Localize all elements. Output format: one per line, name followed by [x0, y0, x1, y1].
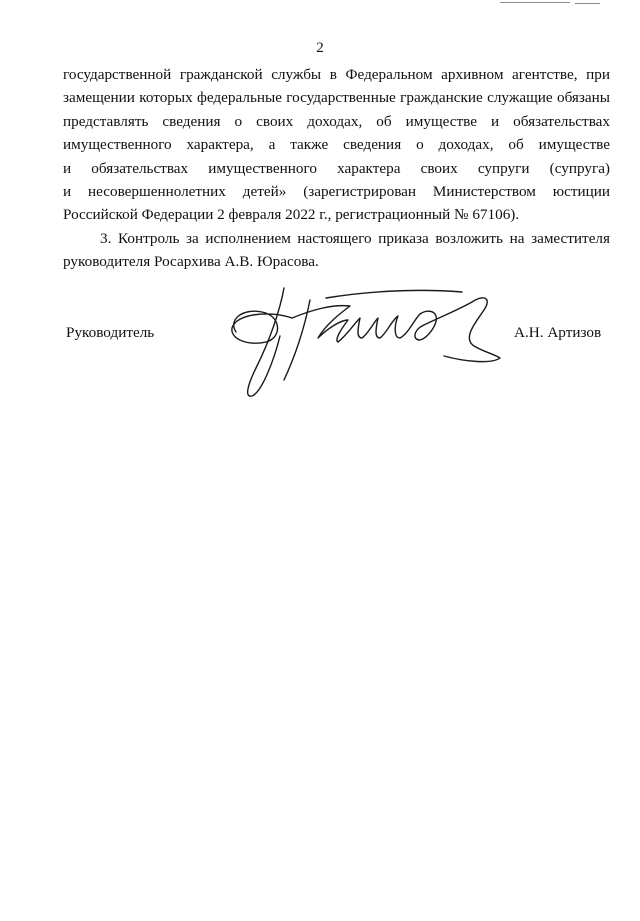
paragraph-2-line: 3. Контроль за исполнением настоящего приказа возложить на заместителя: [100, 229, 610, 247]
paragraph-2-line: руководителя Росархива А.В. Юрасова.: [63, 253, 319, 271]
document-body: [63, 63, 610, 274]
paragraph-1-line: и обязательствах имущественного характера своих супруги (супруга): [63, 159, 610, 177]
paragraph-1-line: и несовершеннолетних детей» (зарегистрирован Министерством юстиции: [63, 183, 610, 201]
paragraph-1-line: представлять сведения о своих доходах, об имуществе и обязательствах: [63, 112, 610, 130]
signer-name: А.Н. Артизов: [514, 324, 602, 341]
scan-edge-mark: [500, 2, 570, 3]
scan-edge-mark: [575, 3, 600, 4]
position-title: Руководитель: [66, 324, 155, 341]
paragraph-1-line: замещении которых федеральные государственные гражданские служащие обязаны: [63, 89, 610, 107]
signature-block: [0, 280, 640, 420]
handwritten-signature: [222, 280, 512, 415]
paragraph-1-line: государственной гражданской службы в Федеральном архивном агентстве, при: [63, 66, 610, 83]
page-number: 2: [316, 40, 324, 56]
paragraph-1-line: имущественного характера, а также сведения о доходах, об имуществе: [63, 136, 610, 154]
paragraph-1-line: Российской Федерации 2 февраля 2022 г., регистрационный № 67106).: [63, 206, 520, 224]
